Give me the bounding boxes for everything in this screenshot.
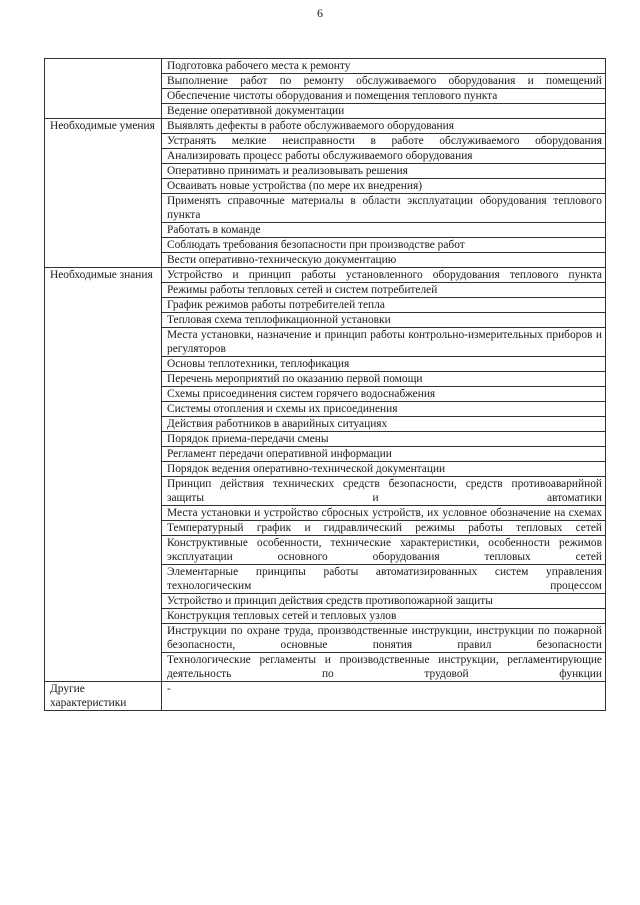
list-item: Порядок ведения оперативно-технической документации bbox=[162, 462, 606, 477]
list-item: Конструктивные особенности, технические характеристики, особенности режимов эксплуатации основного оборудования тепловых сетей bbox=[162, 536, 606, 565]
list-item: Работать в команде bbox=[162, 223, 606, 238]
list-item: Выявлять дефекты в работе обслуживаемого оборудования bbox=[162, 119, 606, 134]
list-item: Ведение оперативной документации bbox=[162, 104, 606, 119]
section-label: Необходимые умения bbox=[45, 119, 162, 268]
list-item: Обеспечение чистоты оборудования и помещения теплового пункта bbox=[162, 89, 606, 104]
list-item: Оперативно принимать и реализовывать решения bbox=[162, 164, 606, 179]
list-item: Выполнение работ по ремонту обслуживаемого оборудования и помещений bbox=[162, 74, 606, 89]
list-item: - bbox=[162, 682, 606, 711]
list-item: Устройство и принцип действия средств противопожарной защиты bbox=[162, 594, 606, 609]
list-item: Анализировать процесс работы обслуживаемого оборудования bbox=[162, 149, 606, 164]
list-item: Регламент передачи оперативной информации bbox=[162, 447, 606, 462]
list-item: Действия работников в аварийных ситуациях bbox=[162, 417, 606, 432]
table-row bbox=[45, 682, 606, 711]
section-label: Другие характеристики bbox=[45, 682, 162, 711]
list-item: Технологические регламенты и производственные инструкции, регламентирующие деятельность по трудовой функции bbox=[162, 653, 606, 682]
list-item: Вести оперативно-техническую документацию bbox=[162, 253, 606, 268]
list-item: Применять справочные материалы в области эксплуатации оборудования теплового пункта bbox=[162, 194, 606, 223]
list-item: Места установки и устройство сбросных устройств, их условное обозначение на схемах bbox=[162, 506, 606, 521]
list-item: Системы отопления и схемы их присоединения bbox=[162, 402, 606, 417]
list-item: Соблюдать требования безопасности при производстве работ bbox=[162, 238, 606, 253]
list-item: Перечень мероприятий по оказанию первой помощи bbox=[162, 372, 606, 387]
requirements-table bbox=[44, 58, 606, 711]
list-item: График режимов работы потребителей тепла bbox=[162, 298, 606, 313]
table-row bbox=[45, 59, 606, 74]
section-label: Необходимые знания bbox=[45, 268, 162, 682]
table-row bbox=[45, 119, 606, 134]
page-number: 6 bbox=[317, 6, 323, 20]
list-item: Подготовка рабочего места к ремонту bbox=[162, 59, 606, 74]
list-item: Принцип действия технических средств безопасности, средств противоаварийной защиты и автоматики bbox=[162, 477, 606, 506]
list-item: Осваивать новые устройства (по мере их внедрения) bbox=[162, 179, 606, 194]
list-item: Основы теплотехники, теплофикация bbox=[162, 357, 606, 372]
list-item: Устройство и принцип работы установленного оборудования теплового пункта bbox=[162, 268, 606, 283]
list-item: Устранять мелкие неисправности в работе обслуживаемого оборудования bbox=[162, 134, 606, 149]
table-row bbox=[45, 268, 606, 283]
list-item: Порядок приема-передачи смены bbox=[162, 432, 606, 447]
section-label bbox=[45, 59, 162, 119]
list-item: Инструкции по охране труда, производственные инструкции, инструкции по пожарной безопасности, основные понятия правил безопасности bbox=[162, 624, 606, 653]
list-item: Схемы присоединения систем горячего водоснабжения bbox=[162, 387, 606, 402]
list-item: Конструкция тепловых сетей и тепловых узлов bbox=[162, 609, 606, 624]
list-item: Элементарные принципы работы автоматизированных систем управления технологическим процессом bbox=[162, 565, 606, 594]
list-item: Температурный график и гидравлический режимы работы тепловых сетей bbox=[162, 521, 606, 536]
list-item: Режимы работы тепловых сетей и систем потребителей bbox=[162, 283, 606, 298]
list-item: Места установки, назначение и принцип работы контрольно-измерительных приборов и регуляторов bbox=[162, 328, 606, 357]
list-item: Тепловая схема теплофикационной установки bbox=[162, 313, 606, 328]
